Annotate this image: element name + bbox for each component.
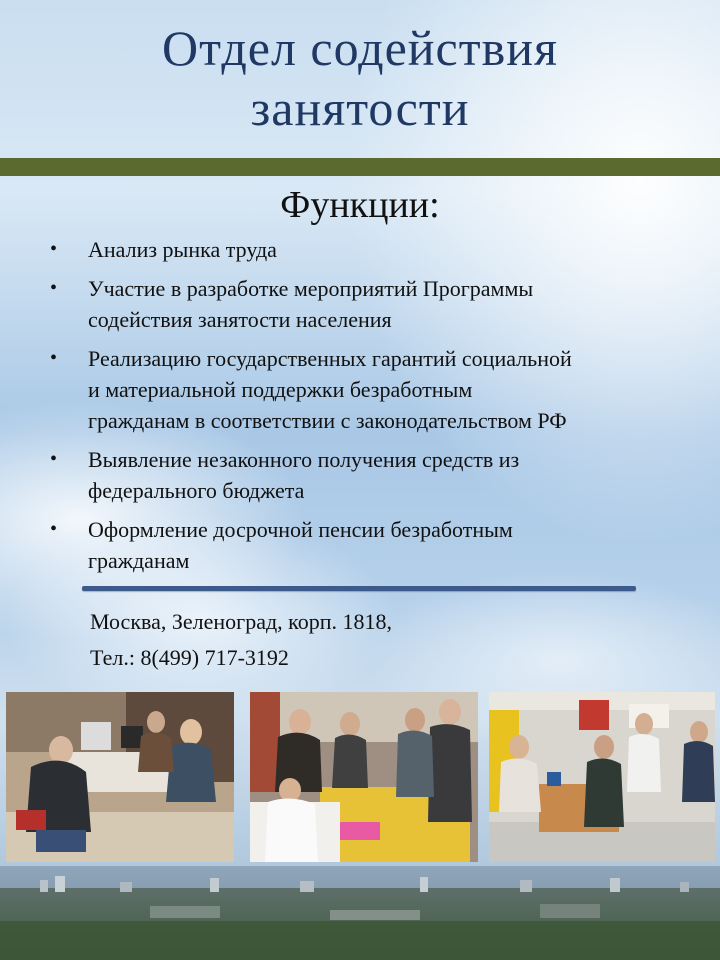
- list-item-line: Анализ рынка труда: [88, 237, 277, 262]
- office-photo-2: [250, 692, 478, 862]
- functions-list: [50, 234, 690, 584]
- list-item-line: Оформление досрочной пенсии безработным: [88, 517, 513, 542]
- list-item-line: федерального бюджета: [88, 478, 305, 503]
- contact-address: Москва, Зеленоград, корп. 1818,: [90, 609, 393, 634]
- functions-heading: Функции:: [280, 184, 440, 226]
- bullet-icon: •: [50, 518, 58, 540]
- bullet-icon: •: [50, 347, 58, 369]
- list-item-line: гражданам: [88, 548, 190, 573]
- list-item: [50, 444, 690, 506]
- list-item: [50, 234, 690, 265]
- list-item: [50, 273, 690, 335]
- list-item-line: Участие в разработке мероприятий Программы: [88, 276, 534, 301]
- list-item-line: Выявление незаконного получения средств из: [88, 447, 520, 472]
- page-title-line1: Отдел содействия: [162, 20, 558, 76]
- list-item-line: и материальной поддержки безработным: [88, 377, 473, 402]
- header-divider: [0, 158, 720, 176]
- page-title: [0, 18, 720, 138]
- list-item-line: гражданам в соответствии с законодательством РФ: [88, 408, 567, 433]
- contact-divider: [82, 586, 636, 591]
- contact-block: [90, 604, 392, 676]
- list-item: [50, 343, 690, 436]
- list-item-line: содействия занятости населения: [88, 307, 392, 332]
- office-photo-3: [489, 692, 715, 862]
- city-panorama: [0, 866, 720, 960]
- page-title-line2: занятости: [250, 80, 470, 136]
- bullet-icon: •: [50, 238, 58, 260]
- bullet-icon: •: [50, 448, 58, 470]
- list-item-line: Реализацию государственных гарантий социальной: [88, 346, 572, 371]
- bullet-icon: •: [50, 277, 58, 299]
- office-photo-1: [6, 692, 234, 862]
- contact-phone: Тел.: 8(499) 717-3192: [90, 645, 289, 670]
- list-item: [50, 514, 690, 576]
